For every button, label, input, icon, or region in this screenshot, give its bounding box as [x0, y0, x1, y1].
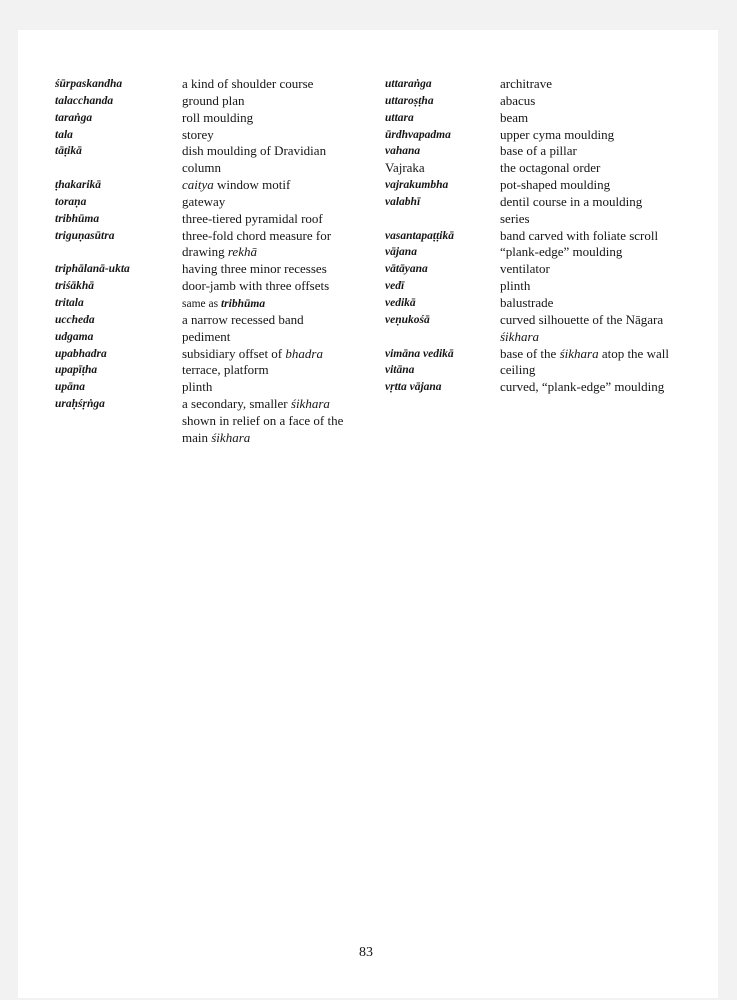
- glossary-term: vātāyana: [385, 263, 428, 276]
- definition-term-ref: rekhā: [227, 244, 257, 260]
- definition-term-ref: śikhara: [559, 345, 599, 361]
- glossary-term: triphālanā-ukta: [55, 263, 130, 276]
- glossary-term: uttara: [385, 111, 414, 124]
- definition-line: shown in relief on a face of the: [182, 412, 344, 428]
- glossary-definition: curved, “plank-edge” moulding: [500, 379, 665, 395]
- definition-line: curved silhouette of the Nāgara: [500, 311, 664, 327]
- glossary-definition: [182, 228, 343, 262]
- glossary-term: uttaraṅga: [385, 78, 432, 90]
- definition-text: drawing: [182, 244, 228, 260]
- glossary-term: tala: [55, 128, 73, 141]
- glossary-term: ūrdhvapadma: [385, 128, 451, 141]
- glossary-term: vimāna vedikā: [385, 347, 454, 360]
- glossary-term: veṇukośā: [385, 313, 430, 326]
- glossary-definition: roll moulding: [182, 109, 254, 125]
- definition-text: same as: [182, 297, 221, 310]
- right-terms-column: [385, 76, 454, 396]
- glossary-term: vitāna: [385, 364, 415, 377]
- glossary-term: taraṅga: [55, 111, 93, 124]
- glossary-page: [18, 30, 718, 998]
- glossary-definition: [500, 312, 669, 346]
- glossary-definition: [500, 346, 669, 363]
- definition-line: series: [500, 210, 530, 226]
- definition-line: [182, 430, 343, 447]
- glossary-term: vedī: [385, 280, 405, 293]
- left-definitions-column: [182, 76, 343, 447]
- definition-text: base of the: [500, 345, 560, 361]
- glossary-definition: pediment: [182, 328, 231, 344]
- glossary-term: toraṇa: [55, 195, 87, 208]
- glossary-term: uraḥśṛṅga: [55, 398, 105, 411]
- definition-line: dentil course in a moulding: [500, 193, 643, 209]
- glossary-term: tribhūma: [55, 212, 100, 225]
- glossary-term: śūrpaskandha: [55, 78, 123, 90]
- glossary-definition: [500, 194, 669, 228]
- glossary-term: valabhī: [385, 195, 421, 208]
- definition-line: dish moulding of Dravidian: [182, 143, 327, 159]
- glossary-definition: the octagonal order: [500, 160, 601, 176]
- glossary-definition: [182, 143, 343, 177]
- definition-term-ref: tribhūma: [220, 297, 266, 310]
- left-terms-column: [55, 76, 130, 447]
- glossary-term: talacchanda: [55, 94, 114, 107]
- definition-line: column: [182, 160, 221, 176]
- glossary-definition: balustrade: [500, 294, 554, 310]
- glossary-term: triśākhā: [55, 280, 94, 293]
- glossary-definition: base of a pillar: [500, 143, 577, 159]
- glossary-definition: a narrow recessed band: [182, 311, 304, 327]
- glossary-definition: beam: [500, 109, 529, 125]
- glossary-term: Vajraka: [385, 160, 425, 176]
- glossary-definition: plinth: [500, 278, 531, 294]
- glossary-definition: upper cyma moulding: [500, 126, 615, 142]
- glossary-definition: [182, 346, 343, 363]
- page-number: 83: [359, 945, 373, 960]
- glossary-term: uccheda: [55, 313, 95, 326]
- glossary-term: vājana: [385, 246, 417, 259]
- glossary-definition: having three minor recesses: [182, 261, 327, 277]
- definition-line: [182, 396, 343, 413]
- glossary-term: ṭhakarikā: [55, 179, 102, 192]
- glossary-definition: a kind of shoulder course: [182, 76, 314, 91]
- glossary-term: udgama: [55, 330, 94, 343]
- glossary-term: tritala: [55, 296, 84, 309]
- glossary-term: vasantapaṭṭikā: [385, 229, 455, 242]
- glossary-definition: terrace, platform: [182, 362, 269, 378]
- definition-line: three-fold chord measure for: [182, 227, 332, 243]
- definition-term-ref: śikhara: [211, 429, 251, 445]
- glossary-term: upabhadra: [55, 347, 107, 360]
- glossary-definition: ventilator: [500, 261, 550, 277]
- glossary-definition: storey: [182, 126, 214, 142]
- glossary-term: triguṇasūtra: [55, 229, 115, 242]
- definition-term-ref: śikhara: [500, 328, 539, 344]
- glossary-definition: “plank-edge” moulding: [500, 244, 623, 260]
- glossary-definition: gateway: [182, 193, 226, 209]
- definition-text: atop the wall: [598, 345, 669, 361]
- definition-line: [182, 244, 343, 261]
- definition-text: window motif: [213, 177, 291, 193]
- glossary-term: uttaroṣṭha: [385, 94, 434, 107]
- definition-text: subsidiary offset of: [182, 345, 286, 361]
- glossary-definition: band carved with foliate scroll: [500, 227, 659, 243]
- glossary-term: upapīṭha: [55, 364, 98, 377]
- glossary-definition: [182, 295, 343, 312]
- glossary-definition: architrave: [500, 76, 552, 91]
- glossary-definition: ceiling: [500, 362, 536, 378]
- glossary-definition: three-tiered pyramidal roof: [182, 210, 323, 226]
- glossary-term: vṛtta vājana: [385, 381, 442, 394]
- glossary-term: tāṭikā: [55, 145, 82, 158]
- glossary-definition: pot-shaped moulding: [500, 177, 611, 193]
- definition-text: a secondary, smaller: [182, 396, 291, 412]
- glossary-definition: abacus: [500, 92, 536, 108]
- glossary-term: vahana: [385, 145, 421, 158]
- glossary-term: vedikā: [385, 296, 416, 309]
- glossary-definition: [182, 396, 343, 447]
- glossary-term: upāna: [55, 381, 86, 394]
- glossary-definition: door-jamb with three offsets: [182, 278, 330, 294]
- glossary-definition: ground plan: [182, 92, 245, 108]
- glossary-definition: [182, 177, 343, 194]
- right-definitions-column: [500, 76, 669, 396]
- glossary-definition: plinth: [182, 379, 213, 395]
- definition-text: main: [182, 429, 212, 445]
- definition-term-ref: caitya: [182, 177, 214, 193]
- definition-term-ref: bhadra: [285, 345, 323, 361]
- glossary-term: vajrakumbha: [385, 179, 449, 192]
- definition-term-ref: śikhara: [290, 396, 330, 412]
